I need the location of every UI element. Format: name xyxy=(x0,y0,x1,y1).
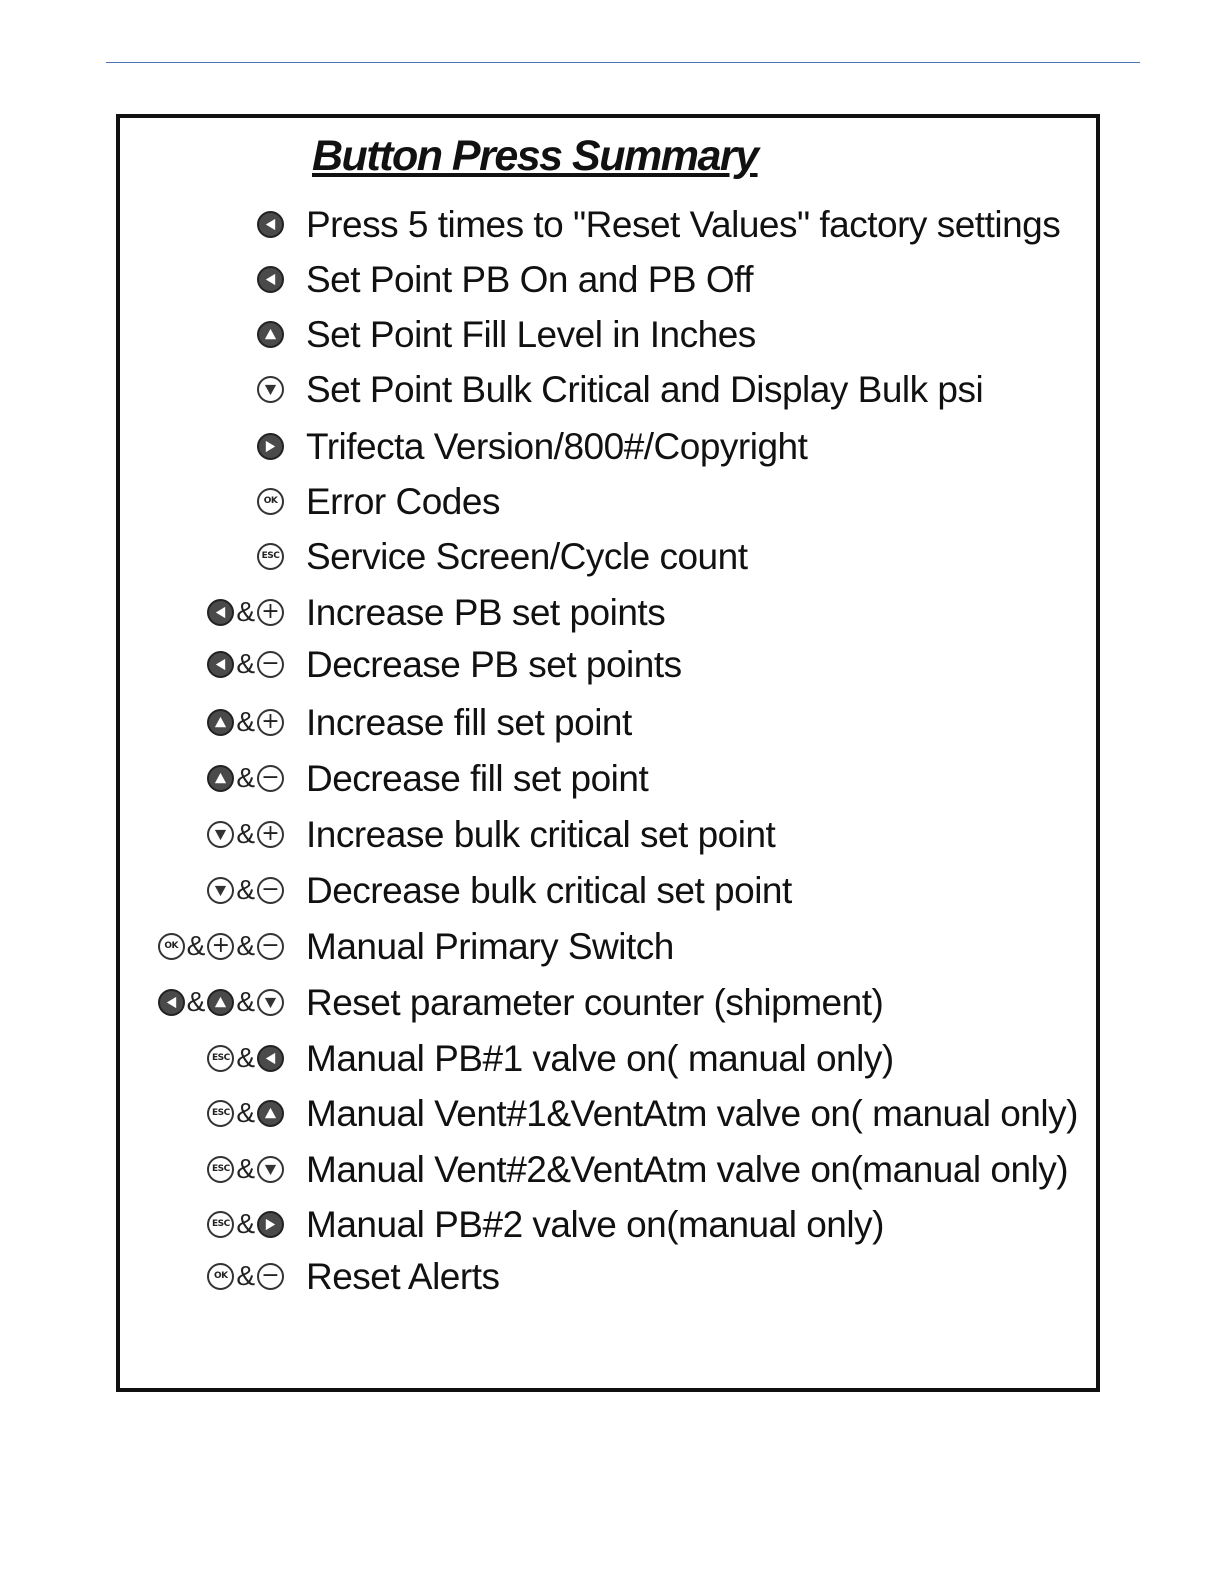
summary-row-label: Decrease fill set point xyxy=(306,758,649,799)
summary-row xyxy=(120,477,1096,525)
ampersand-separator: & xyxy=(236,596,255,627)
key-combination xyxy=(257,318,284,350)
left-arrow-button-icon xyxy=(257,1045,284,1072)
esc-button-icon xyxy=(257,543,284,570)
ok-glyph: OK xyxy=(263,496,278,506)
down-arrow-button-icon xyxy=(207,821,234,848)
summary-row-label: Set Point Fill Level in Inches xyxy=(306,314,756,355)
esc-glyph: ESC xyxy=(211,1108,230,1118)
summary-row xyxy=(120,200,1096,248)
summary-row xyxy=(120,532,1096,580)
key-combination xyxy=(257,540,284,572)
minus-glyph: − xyxy=(261,1263,280,1288)
down-arrow-button-icon xyxy=(257,376,284,403)
key-combination xyxy=(207,1260,284,1292)
key-combination xyxy=(207,648,284,680)
down-arrow-button-icon xyxy=(257,989,284,1016)
summary-row xyxy=(120,1145,1096,1193)
up-arrow-button-icon xyxy=(257,1100,284,1127)
plus-glyph: + xyxy=(211,933,231,958)
minus-button-icon xyxy=(257,933,284,960)
minus-button-icon xyxy=(257,765,284,792)
summary-row-label: Trifecta Version/800#/Copyright xyxy=(306,426,808,467)
summary-row-label: Manual Primary Switch xyxy=(306,926,674,967)
summary-row-label: Decrease PB set points xyxy=(306,644,682,685)
left-arrow-button-icon xyxy=(257,266,284,293)
key-combination xyxy=(207,874,284,906)
minus-button-icon xyxy=(257,651,284,678)
summary-row xyxy=(120,365,1096,413)
esc-glyph: ESC xyxy=(211,1219,230,1229)
ampersand-separator: & xyxy=(236,930,255,961)
ampersand-separator: & xyxy=(236,1153,255,1184)
plus-glyph: + xyxy=(261,599,280,624)
ampersand-separator: & xyxy=(236,648,255,679)
key-combination xyxy=(158,930,284,962)
plus-button-icon xyxy=(207,933,234,960)
summary-row-label: Increase fill set point xyxy=(306,702,632,743)
ampersand-separator: & xyxy=(236,706,255,737)
right-arrow-button-icon xyxy=(257,433,284,460)
key-combination xyxy=(257,430,284,462)
button-press-summary-box xyxy=(116,114,1100,1392)
summary-row xyxy=(120,422,1096,470)
summary-row-label: Decrease bulk critical set point xyxy=(306,870,792,911)
plus-glyph: + xyxy=(261,821,280,846)
summary-row xyxy=(120,978,1096,1026)
summary-row-label: Press 5 times to "Reset Values" factory settings xyxy=(306,204,1061,245)
summary-row xyxy=(120,866,1096,914)
right-arrow-button-icon xyxy=(257,1211,284,1238)
summary-row xyxy=(120,588,1096,636)
ampersand-separator: & xyxy=(236,1208,255,1239)
summary-row-label: Increase PB set points xyxy=(306,592,666,633)
left-arrow-button-icon xyxy=(207,599,234,626)
key-combination xyxy=(257,485,284,517)
left-arrow-button-icon xyxy=(158,989,185,1016)
key-combination xyxy=(158,986,284,1018)
key-combination xyxy=(207,818,284,850)
ampersand-separator: & xyxy=(236,986,255,1017)
up-arrow-button-icon xyxy=(207,765,234,792)
summary-row xyxy=(120,1034,1096,1082)
esc-button-icon xyxy=(207,1156,234,1183)
summary-row-label: Manual Vent#1&VentAtm valve on( manual only) xyxy=(306,1093,1078,1134)
ok-button-icon xyxy=(207,1263,234,1290)
esc-glyph: ESC xyxy=(261,551,280,561)
summary-row-label: Manual PB#2 valve on(manual only) xyxy=(306,1204,884,1245)
summary-row xyxy=(120,310,1096,358)
ok-button-icon xyxy=(158,933,185,960)
esc-button-icon xyxy=(207,1045,234,1072)
summary-row xyxy=(120,255,1096,303)
down-arrow-button-icon xyxy=(207,877,234,904)
summary-row-label: Set Point Bulk Critical and Display Bulk psi xyxy=(306,369,984,410)
summary-row-label: Manual PB#1 valve on( manual only) xyxy=(306,1038,894,1079)
ampersand-separator: & xyxy=(236,762,255,793)
key-combination xyxy=(257,373,284,405)
esc-glyph: ESC xyxy=(211,1053,230,1063)
key-combination xyxy=(207,1097,284,1129)
minus-glyph: − xyxy=(261,933,280,958)
key-combination xyxy=(257,208,284,240)
plus-button-icon xyxy=(257,709,284,736)
summary-row xyxy=(120,922,1096,970)
minus-glyph: − xyxy=(261,765,280,790)
ampersand-separator: & xyxy=(186,986,206,1017)
summary-row xyxy=(120,1252,1096,1300)
summary-row xyxy=(120,754,1096,802)
key-combination xyxy=(207,596,284,628)
down-arrow-button-icon xyxy=(257,1156,284,1183)
summary-row xyxy=(120,698,1096,746)
header-rule xyxy=(106,62,1140,63)
plus-button-icon xyxy=(257,821,284,848)
summary-row-label: Set Point PB On and PB Off xyxy=(306,259,754,300)
key-combination xyxy=(207,706,284,738)
summary-title: Button Press Summary xyxy=(312,132,758,180)
minus-button-icon xyxy=(257,1263,284,1290)
minus-glyph: − xyxy=(261,877,280,902)
ampersand-separator: & xyxy=(186,930,206,961)
ampersand-separator: & xyxy=(236,1260,255,1291)
key-combination xyxy=(257,263,284,295)
summary-row xyxy=(120,640,1096,688)
summary-row-label: Reset parameter counter (shipment) xyxy=(306,982,884,1023)
key-combination xyxy=(207,762,284,794)
summary-row-label: Error Codes xyxy=(306,481,500,522)
esc-glyph: ESC xyxy=(211,1164,230,1174)
summary-row xyxy=(120,1200,1096,1248)
summary-row xyxy=(120,810,1096,858)
esc-button-icon xyxy=(207,1211,234,1238)
key-combination xyxy=(207,1208,284,1240)
up-arrow-button-icon xyxy=(207,709,234,736)
summary-row-label: Reset Alerts xyxy=(306,1256,500,1297)
summary-row xyxy=(120,1089,1096,1137)
key-combination xyxy=(207,1153,284,1185)
summary-row-label: Increase bulk critical set point xyxy=(306,814,776,855)
ok-button-icon xyxy=(257,488,284,515)
summary-row-label: Manual Vent#2&VentAtm valve on(manual only) xyxy=(306,1149,1069,1190)
ampersand-separator: & xyxy=(236,1097,255,1128)
left-arrow-button-icon xyxy=(257,211,284,238)
left-arrow-button-icon xyxy=(207,651,234,678)
up-arrow-button-icon xyxy=(207,989,234,1016)
summary-row-label: Service Screen/Cycle count xyxy=(306,536,748,577)
ok-glyph: OK xyxy=(214,1271,228,1281)
esc-button-icon xyxy=(207,1100,234,1127)
ampersand-separator: & xyxy=(236,1042,255,1073)
minus-glyph: − xyxy=(261,651,280,676)
up-arrow-button-icon xyxy=(257,321,284,348)
plus-button-icon xyxy=(257,599,284,626)
key-combination xyxy=(207,1042,284,1074)
ampersand-separator: & xyxy=(236,874,255,905)
ok-glyph: OK xyxy=(164,941,178,951)
plus-glyph: + xyxy=(261,709,280,734)
ampersand-separator: & xyxy=(236,818,255,849)
minus-button-icon xyxy=(257,877,284,904)
